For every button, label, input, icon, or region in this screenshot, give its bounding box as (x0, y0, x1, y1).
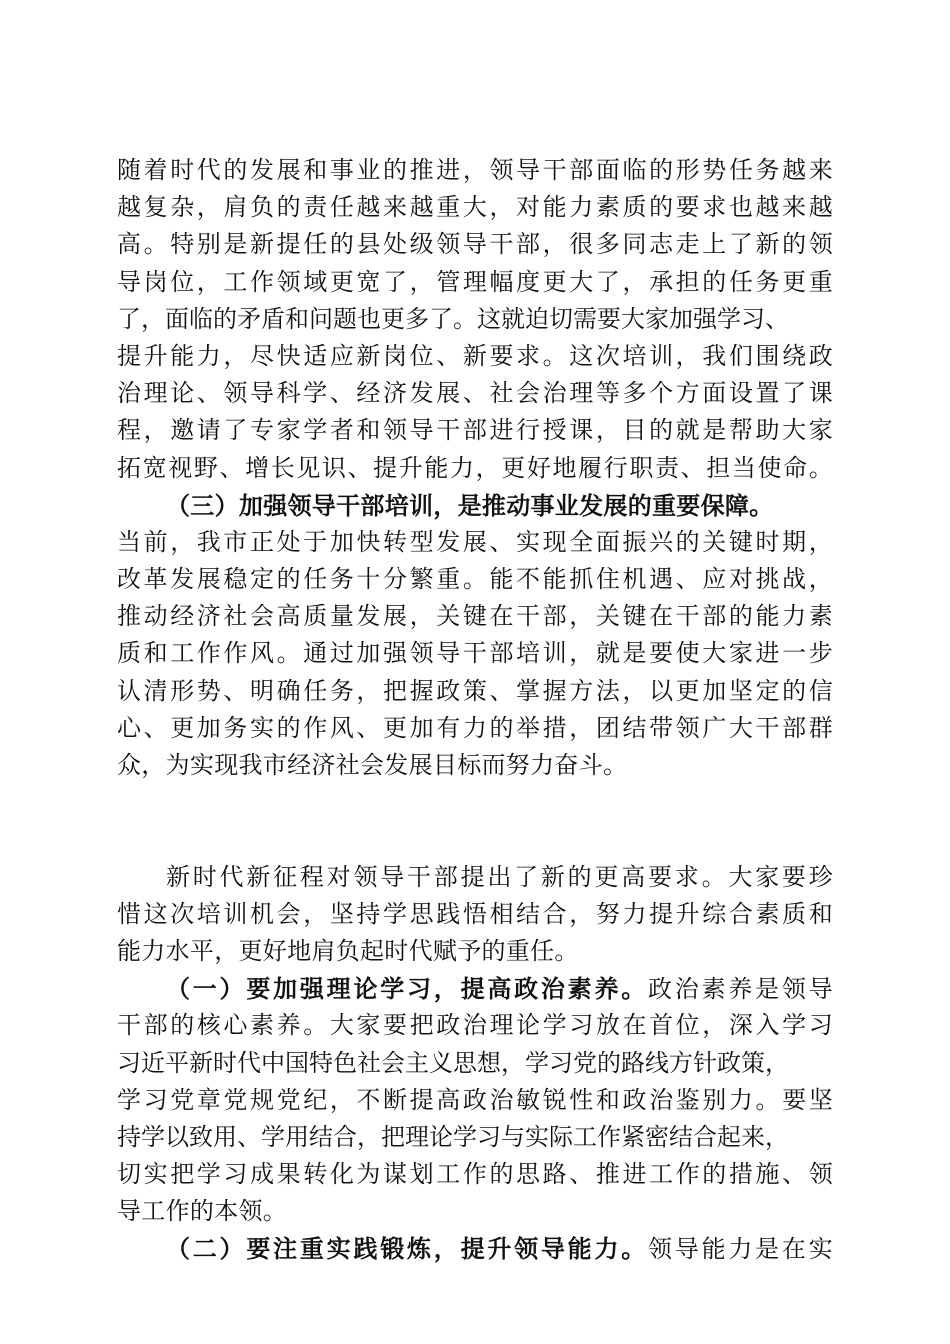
text-line: 切实把学习成果转化为谋划工作的思路、推进工作的措施、领 (117, 1160, 833, 1189)
text-line: 学习党章党规党纪，不断提高政治敏锐性和政治鉴别力。要坚 (117, 1085, 833, 1114)
text-line: 提升能力，尽快适应新岗位、新要求。这次培训，我们围绕政 (117, 341, 833, 370)
text-line: 习近平新时代中国特色社会主义思想，学习党的路线方针政策， (117, 1048, 789, 1077)
subheading-section-2 (117, 1230, 833, 1267)
text-line: 质和工作作风。通过加强领导干部培训，就是要使大家进一步 (117, 639, 833, 668)
text-line: 当前，我市正处于加快转型发展、实现全面振兴的关键时期， (117, 527, 833, 556)
text-line: 惜这次培训机会，坚持学思践悟相结合，努力提升综合素质和 (117, 899, 833, 928)
paragraph-intro-requirements (117, 859, 833, 971)
subheading-lead: （三）加强领导干部培训，是推动事业发展的重要保障。 (166, 490, 774, 520)
text-line: 认清形势、明确任务，把握政策、掌握方法，以更加坚定的信 (117, 676, 833, 705)
text-line: 治理论、领导科学、经济发展、社会治理等多个方面设置了课 (117, 379, 833, 408)
subheading-lead: （一）要加强理论学习，提高政治素养。 (166, 974, 649, 1004)
section-heading-2 (117, 784, 833, 858)
paragraph-section-1 (117, 970, 833, 1230)
heading-line (117, 821, 833, 858)
text-line: 拓宽视野、增长见识、提升能力，更好地履行职责、担当使命。 (117, 453, 833, 482)
text-line: 持学以致用、学用结合，把理论学习与实际工作紧密结合起来， (117, 1122, 789, 1151)
text-line: 干部的核心素养。大家要把政治理论学习放在首位，深入学习 (117, 1011, 833, 1040)
text-line: 了，面临的矛盾和问题也更多了。这就迫切需要大家加强学习、 (117, 304, 789, 333)
paragraph-training-importance (117, 152, 833, 487)
text-line: 改革发展稳定的任务十分繁重。能不能抓住机遇、应对挑战， (117, 565, 833, 594)
text-line: 众，为实现我市经济社会发展目标而努力奋斗。 (117, 751, 628, 779)
text-line: 导工作的本领。 (117, 1197, 288, 1226)
subheading-section-3 (117, 487, 833, 524)
text-line: 高。特别是新提任的县处级领导干部，很多同志走上了新的领 (117, 230, 833, 259)
document-body (117, 152, 833, 1268)
text-line: 越复杂，肩负的责任越来越重大，对能力素质的要求也越来越 (117, 193, 833, 222)
text-line: 程，邀请了专家学者和领导干部进行授课，目的就是帮助大家 (117, 416, 833, 445)
text-line: 随着时代的发展和事业的推进，领导干部面临的形势任务越来 (117, 156, 833, 184)
text-line: 导岗位，工作领域更宽了，管理幅度更大了，承担的任务更重 (117, 267, 833, 296)
heading-line (117, 784, 833, 821)
subheading-section-1 (117, 970, 833, 1007)
text-line: 心、更加务实的作风、更加有力的举措，团结带领广大干部群 (117, 713, 833, 742)
text-line: 新时代新征程对领导干部提出了新的更高要求。大家要珍 (166, 862, 833, 891)
text-line: 推动经济社会高质量发展，关键在干部，关键在干部的能力素 (117, 602, 833, 631)
paragraph-section-3 (117, 487, 833, 785)
subheading-lead: （二）要注重实践锻炼，提升领导能力。 (166, 1234, 649, 1264)
text-line: 能力水平，更好地肩负起时代赋予的重任。 (117, 936, 579, 965)
subheading-rest: 政治素养是领导 (648, 975, 833, 1004)
subheading-rest: 领导能力是在实 (648, 1235, 833, 1264)
paragraph-section-2 (117, 1230, 833, 1267)
